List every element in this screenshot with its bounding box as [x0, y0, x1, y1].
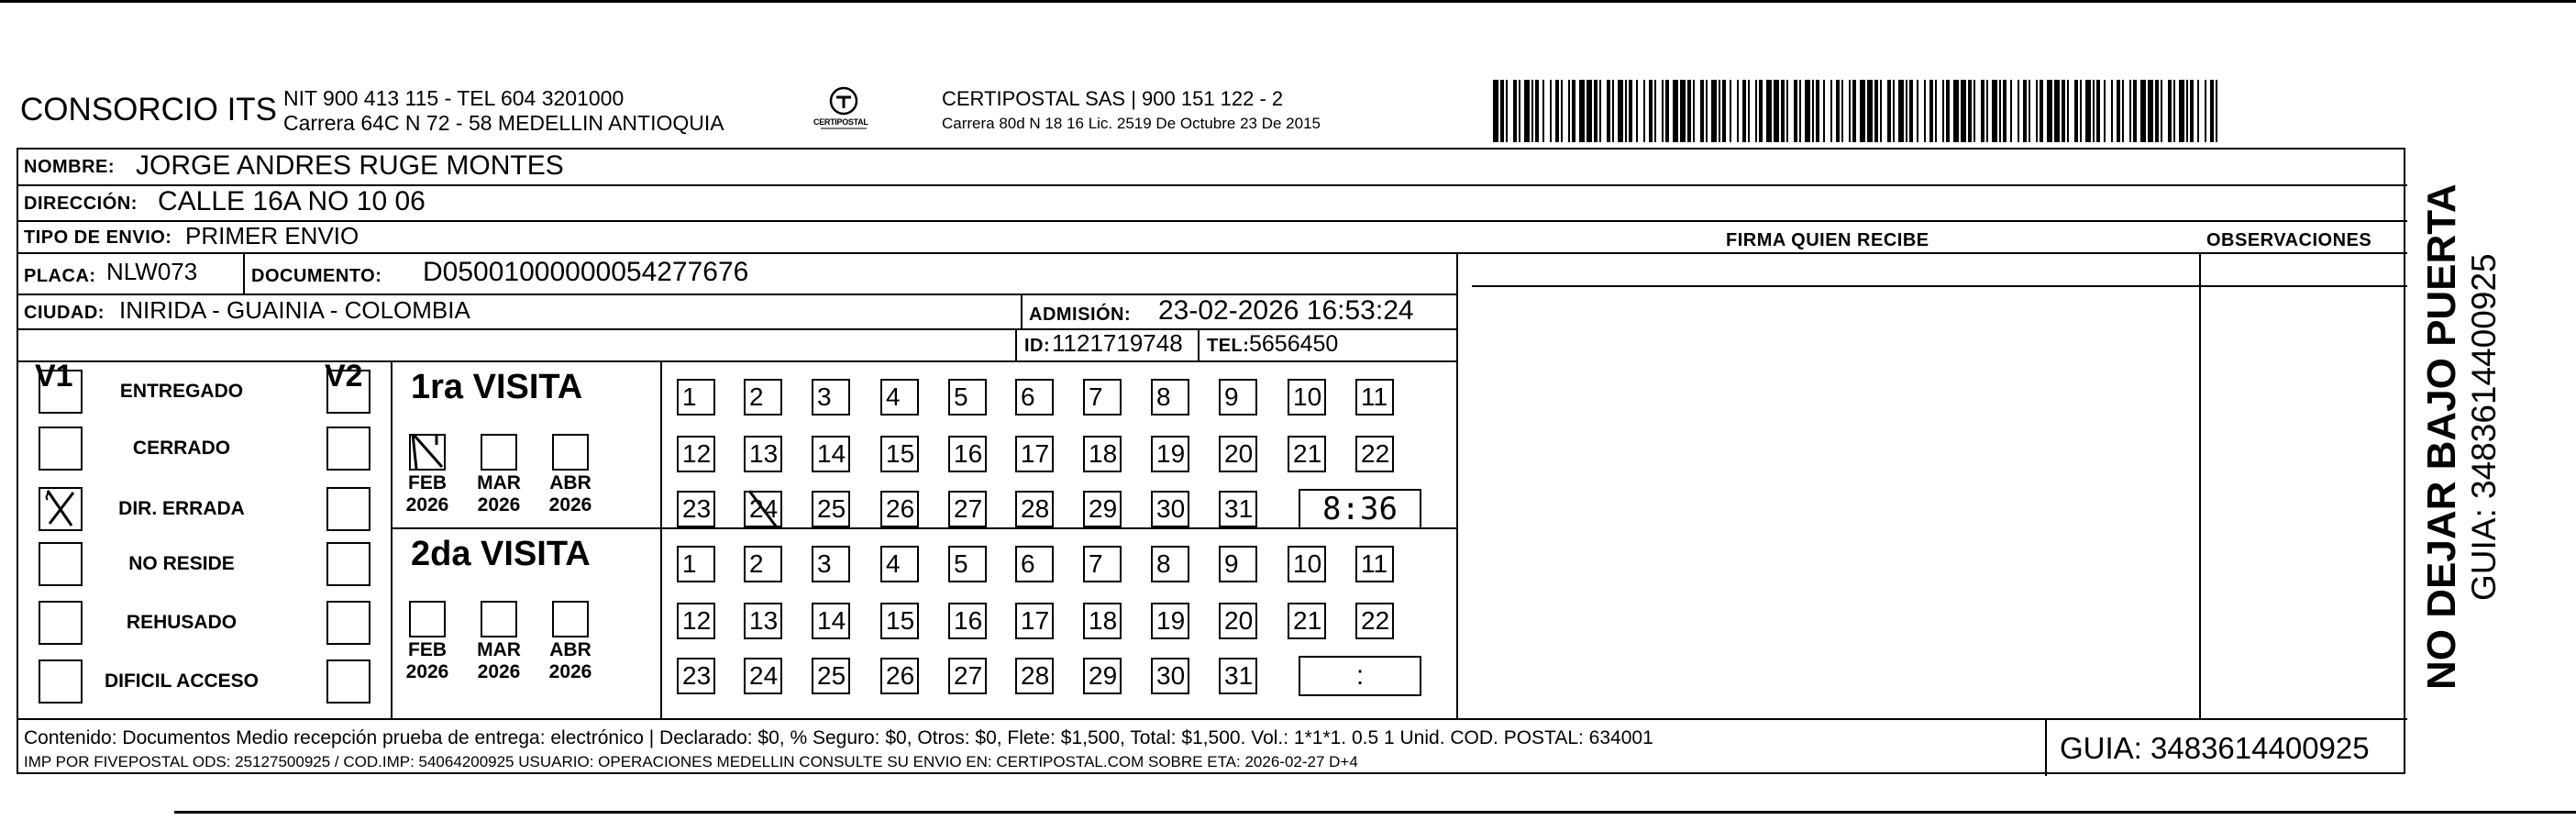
day-box[interactable]: 14 [812, 603, 850, 639]
barcode-bar [1867, 80, 1873, 142]
barcode-bar [1805, 80, 1810, 142]
day-box[interactable]: 21 [1288, 436, 1326, 472]
day-box[interactable]: 26 [880, 491, 919, 527]
day-box[interactable]: 13 [744, 436, 782, 472]
contents-line: Contenido: Documentos Medio recepción prueba de entrega: electrónico | Declarado: $0, % Seguro: $0, Otros: $0, Flete: $1,500, Total: $1,500. Vol.: 1*1*1. 0.5 1 Unid. COD. POSTAL: 634001 [24, 727, 1653, 748]
day-box[interactable]: 19 [1151, 436, 1189, 472]
month-year: 2026 [477, 661, 521, 682]
barcode-bar [1766, 80, 1772, 142]
day-box[interactable]: 30 [1151, 658, 1189, 694]
day-box[interactable]: 31 [1219, 491, 1257, 527]
barcode-bar [2080, 80, 2082, 142]
day-box[interactable]: 23 [677, 491, 715, 527]
barcode-bar [1636, 80, 1638, 142]
day-box[interactable]: 4 [880, 546, 919, 582]
barcode-bar [1722, 80, 1726, 142]
certi-line-1: CERTIPOSTAL SAS | 900 151 122 - 2 [942, 87, 1284, 110]
barcode-bar [1706, 80, 1708, 142]
day-box[interactable]: 11 [1355, 379, 1394, 416]
status-label: DIFICIL ACCESO [104, 670, 259, 692]
nombre-label: NOMBRE: [24, 157, 116, 177]
barcode-bar [2140, 80, 2146, 142]
barcode-bar [1786, 80, 1788, 142]
barcode-bar [1493, 80, 1498, 142]
id-value: 1121719748 [1052, 329, 1183, 357]
month-year: 2026 [548, 661, 592, 682]
barcode-bar [2104, 80, 2106, 142]
day-box[interactable]: 5 [948, 546, 987, 582]
day-box[interactable]: 6 [1015, 379, 1054, 416]
barcode-bar [1942, 80, 1944, 142]
visit-title: 2da VISITA [411, 535, 591, 573]
barcode-bar [1719, 80, 1720, 142]
barcode-bar [1981, 80, 1985, 142]
visit-title: 1ra VISITA [411, 368, 583, 406]
status-label: CERRADO [132, 438, 231, 459]
barcode-bar [1524, 80, 1530, 142]
day-box[interactable]: 4 [880, 379, 919, 416]
v2-checkbox[interactable] [326, 542, 370, 586]
company-name: CONSORCIO ITS [20, 92, 278, 127]
barcode-bar [1662, 80, 1664, 142]
barcode-bar [1755, 80, 1757, 142]
barcode-bar [1687, 80, 1691, 142]
imp-line: IMP POR FIVEPOSTAL ODS: 25127500925 / COD.IMP: 54064200925 USUARIO: OPERACIONES MEDELLIN CONSULTE SU ENVIO EN: CERTIPOSTAL.COM SOBRE ETA: 2026-02-27 D+4 [24, 753, 1358, 770]
month-label [470, 472, 528, 516]
day-box[interactable]: 2 [744, 379, 782, 416]
month-checkbox[interactable] [481, 434, 517, 471]
day-box[interactable]: 19 [1151, 603, 1189, 639]
barcode-bar [2173, 80, 2175, 142]
barcode-bar [2010, 80, 2012, 142]
side-guia: GUIA: 3483614400925 [2465, 253, 2503, 601]
barcode-bar [1654, 80, 1656, 142]
barcode-bar [2155, 80, 2159, 142]
barcode-bar [1513, 80, 1517, 142]
month-name: ABR [549, 472, 591, 493]
day-check-mark [744, 489, 784, 534]
admision-label: ADMISIÓN: [1029, 305, 1132, 325]
barcode-bar [1649, 80, 1653, 142]
footer-line [18, 718, 2407, 720]
month-checkbox[interactable] [552, 434, 589, 471]
barcode-bar [1924, 80, 1926, 142]
month-checkbox[interactable] [552, 601, 589, 637]
barcode-bar [1542, 80, 1544, 142]
day-box[interactable]: 8 [1151, 379, 1189, 416]
barcode-bar [1917, 80, 1918, 142]
month-label [398, 639, 457, 683]
barcode-bar [1812, 80, 1814, 142]
barcode-bar [1612, 80, 1614, 142]
barcode-bar [1665, 80, 1669, 142]
barcode-bar [2190, 80, 2194, 142]
day-box[interactable]: 13 [744, 603, 782, 639]
certipostal-info [942, 86, 1321, 136]
barcode-bar [1500, 80, 1504, 142]
barcode-bar [1748, 80, 1750, 142]
barcode-bar [1961, 80, 1966, 142]
day-box[interactable]: 20 [1219, 436, 1257, 472]
day-box[interactable]: 20 [1219, 603, 1257, 639]
observaciones-header: OBSERVACIONES [2206, 230, 2372, 250]
day-box[interactable]: 23 [677, 658, 715, 694]
day-box[interactable]: 22 [1355, 603, 1394, 639]
barcode-bar [2062, 80, 2065, 142]
barcode-bar [2179, 80, 2184, 142]
v2-checkbox[interactable] [326, 659, 370, 704]
status-label: ENTREGADO [119, 381, 244, 402]
day-box[interactable]: 10 [1288, 379, 1326, 416]
no-dejar-warning: NO DEJAR BAJO PUERTA [2419, 183, 2464, 690]
barcode-bar [1849, 80, 1851, 142]
day-box[interactable]: 12 [677, 436, 715, 472]
barcode-bar [1711, 80, 1717, 142]
barcode-bar [2161, 80, 2162, 142]
barcode-bar [1781, 80, 1785, 142]
barcode-bar [1680, 80, 1686, 142]
day-box[interactable]: 14 [812, 436, 850, 472]
time-field[interactable]: 8:36 [1299, 489, 1421, 529]
barcode-bar [1572, 80, 1575, 142]
day-box[interactable]: 11 [1355, 546, 1394, 582]
barcode-bar [2197, 80, 2199, 142]
month-name: MAR [477, 472, 521, 493]
barcode-bar [1700, 80, 1704, 142]
day-box[interactable]: 29 [1083, 658, 1122, 694]
logo-text: CERTIPOSTAL [813, 117, 868, 127]
col-line [391, 360, 392, 718]
day-box[interactable]: 16 [948, 603, 987, 639]
day-box[interactable]: 2 [744, 546, 782, 582]
month-checkbox[interactable] [409, 434, 446, 471]
day-box[interactable]: 10 [1288, 546, 1326, 582]
barcode-bar [2023, 80, 2027, 142]
day-box[interactable]: 15 [880, 603, 919, 639]
barcode-bar [1946, 80, 1950, 142]
barcode-bar [1737, 80, 1739, 142]
day-box[interactable]: 15 [880, 436, 919, 472]
day-box[interactable]: 18 [1083, 603, 1122, 639]
barcode-bar [1629, 80, 1632, 142]
day-box[interactable]: 17 [1015, 436, 1054, 472]
barcode-bar [1874, 80, 1878, 142]
barcode-bar [1893, 80, 1895, 142]
tel-value: 5656450 [1249, 331, 1339, 357]
barcode-bar [1759, 80, 1763, 142]
barcode-bar [2003, 80, 2007, 142]
month-year: 2026 [405, 661, 449, 682]
barcode-bar [1599, 80, 1601, 142]
barcode-bar [1643, 80, 1645, 142]
barcode-bar [1506, 80, 1508, 142]
col-line [1198, 328, 1200, 360]
day-box[interactable]: 7 [1083, 379, 1122, 416]
barcode-bar [2054, 80, 2060, 142]
month-year: 2026 [405, 494, 449, 515]
barcode-bar [1555, 80, 1559, 142]
col-line [660, 360, 662, 718]
barcode-bar [2036, 80, 2038, 142]
barcode-bar [1830, 80, 1832, 142]
day-box[interactable]: 25 [812, 491, 850, 527]
barcode-bar [2029, 80, 2030, 142]
barcode-bar [1816, 80, 1819, 142]
tipo-envio-label: TIPO DE ENVIO: [24, 227, 172, 248]
barcode-bar [1992, 80, 1997, 142]
day-box[interactable]: 1 [677, 546, 715, 582]
direccion-value: CALLE 16A NO 10 06 [158, 186, 426, 216]
barcode-bar [2117, 80, 2120, 142]
barcode-bar [1550, 80, 1552, 142]
day-box[interactable]: 7 [1083, 546, 1122, 582]
direccion-label: DIRECCIÓN: [24, 194, 138, 214]
day-box[interactable]: 28 [1015, 491, 1054, 527]
day-box[interactable]: 30 [1151, 491, 1189, 527]
row-line [18, 328, 1458, 330]
nit-line: NIT 900 413 115 - TEL 604 3201000 [283, 86, 625, 110]
barcode-bar [1742, 80, 1746, 142]
delivery-form [17, 148, 2405, 774]
month-label [541, 639, 600, 683]
ciudad-label: CIUDAD: [24, 303, 105, 323]
day-box[interactable]: 28 [1015, 658, 1054, 694]
v2-checkbox[interactable] [326, 487, 370, 531]
day-box[interactable]: 12 [677, 603, 715, 639]
status-label: DIR. ERRADA [118, 498, 245, 519]
barcode-bar [2040, 80, 2043, 142]
status-label: REHUSADO [126, 612, 238, 633]
col-line [1021, 294, 1023, 328]
barcode-bar [2133, 80, 2137, 142]
barcode-bar [1898, 80, 1904, 142]
barcode-bar [1880, 80, 1882, 142]
barcode-bar [1587, 80, 1592, 142]
barcode-bar [2111, 80, 2113, 142]
col-line [2045, 718, 2047, 776]
barcode-bar [1887, 80, 1891, 142]
placa-label: PLACA: [24, 266, 96, 286]
address-line: Carrera 64C N 72 - 58 MEDELLIN ANTIOQUIA [283, 111, 724, 135]
day-box[interactable]: 3 [812, 546, 850, 582]
day-box[interactable]: 25 [812, 658, 850, 694]
month-name: FEB [408, 639, 447, 660]
day-box[interactable]: 1 [677, 379, 715, 416]
barcode-bar [2216, 80, 2217, 142]
barcode-bar [1568, 80, 1570, 142]
barcode-bar [1823, 80, 1825, 142]
barcode-bar [1909, 80, 1913, 142]
barcode-bar [1852, 80, 1856, 142]
placa-value: NLW073 [106, 258, 198, 285]
day-box[interactable]: 27 [948, 658, 987, 694]
firma-header: FIRMA QUIEN RECIBE [1726, 230, 1929, 250]
day-box[interactable]: 21 [1288, 603, 1326, 639]
barcode-bar [1730, 80, 1731, 142]
barcode-bar [1625, 80, 1627, 142]
month-label [541, 472, 600, 516]
barcode-bar [2186, 80, 2188, 142]
barcode-bar [2122, 80, 2124, 142]
barcode-bar [1794, 80, 1797, 142]
barcode-bar [1774, 80, 1779, 142]
id-label: ID: [1024, 336, 1051, 356]
barcode-bar [1953, 80, 1959, 142]
v1-header: V1 [35, 359, 73, 393]
admision-value: 23-02-2026 16:53:24 [1158, 295, 1414, 326]
barcode-bar [2168, 80, 2172, 142]
certi-line-2: Carrera 80d N 18 16 Lic. 2519 De Octubre 23 De 2015 [942, 115, 1321, 132]
certipostal-logo [812, 84, 876, 139]
top-rule [0, 0, 2576, 3]
day-box[interactable]: 9 [1219, 379, 1257, 416]
barcode-bar [2093, 80, 2095, 142]
day-box[interactable]: 5 [948, 379, 987, 416]
barcode-bar [2148, 80, 2153, 142]
col-line [243, 252, 245, 294]
day-box[interactable]: 6 [1015, 546, 1054, 582]
month-checkbox[interactable] [481, 601, 517, 637]
barcode-bar [1841, 80, 1843, 142]
barcode-bar [1673, 80, 1678, 142]
barcode-bar [2047, 80, 2052, 142]
barcode-bar [1579, 80, 1585, 142]
barcode-bar [1693, 80, 1695, 142]
day-box[interactable]: 31 [1219, 658, 1257, 694]
tipo-envio-value: PRIMER ENVIO [185, 222, 359, 249]
day-box[interactable]: 24 [744, 491, 782, 527]
barcode-bar [1836, 80, 1840, 142]
barcode-bar [1519, 80, 1520, 142]
barcode-bar [1860, 80, 1865, 142]
month-label [470, 639, 528, 683]
month-checkbox[interactable] [409, 601, 446, 637]
barcode-bar [1607, 80, 1610, 142]
day-box[interactable]: 9 [1219, 546, 1257, 582]
barcode-bar [2210, 80, 2214, 142]
day-box[interactable]: 3 [812, 379, 850, 416]
col-line [1015, 328, 1017, 360]
barcode-bar [2067, 80, 2069, 142]
barcode-bar [1561, 80, 1563, 142]
v2-checkbox[interactable] [326, 427, 370, 471]
month-year: 2026 [477, 494, 521, 515]
time-field[interactable]: : [1299, 656, 1421, 696]
v2-header: V2 [325, 359, 363, 393]
col-line [2199, 252, 2201, 718]
month-label [398, 472, 457, 516]
col-line [1456, 252, 1458, 718]
month-name: ABR [549, 639, 591, 660]
row-line [18, 252, 2407, 254]
company-info [283, 86, 724, 136]
row-line [1472, 285, 2407, 287]
day-box[interactable]: 27 [948, 491, 987, 527]
documento-label: DOCUMENTO: [251, 266, 382, 286]
barcode-bar [1906, 80, 1907, 142]
barcode-bar [1968, 80, 1972, 142]
day-box[interactable]: 8 [1151, 546, 1189, 582]
row-line [18, 360, 1458, 362]
barcode-bar [2096, 80, 2100, 142]
day-box[interactable]: 16 [948, 436, 987, 472]
barcode-bar [1929, 80, 1933, 142]
month-name: MAR [477, 639, 521, 660]
status-label: NO RESIDE [128, 553, 235, 574]
tel-label: TEL: [1207, 336, 1250, 356]
day-box[interactable]: 17 [1015, 603, 1054, 639]
documento-value: D05001000000054277676 [423, 257, 749, 287]
barcode-bar [2018, 80, 2019, 142]
day-box[interactable]: 24 [744, 658, 782, 694]
day-box[interactable]: 29 [1083, 491, 1122, 527]
month-year: 2026 [548, 494, 592, 515]
barcode-bar [2129, 80, 2131, 142]
barcode-bar [1594, 80, 1598, 142]
barcode-bar [1935, 80, 1937, 142]
barcode-bar [1799, 80, 1801, 142]
barcode-bar [1618, 80, 1623, 142]
guia-number: GUIA: 3483614400925 [2060, 731, 2370, 765]
barcode-bar [1531, 80, 1533, 142]
shipment-barcode [1493, 80, 2223, 142]
barcode-bar [1535, 80, 1539, 142]
nombre-value: JORGE ANDRES RUGE MONTES [136, 150, 564, 181]
row-line [18, 220, 2407, 222]
bottom-rule [174, 811, 2576, 814]
day-box[interactable]: 18 [1083, 436, 1122, 472]
month-name: FEB [408, 472, 447, 493]
barcode-bar [2085, 80, 2091, 142]
barcode-bar [1986, 80, 1988, 142]
ciudad-value: INIRIDA - GUAINIA - COLOMBIA [119, 296, 470, 324]
barcode-bar [2205, 80, 2206, 142]
barcode-bar [1973, 80, 1975, 142]
day-box[interactable]: 26 [880, 658, 919, 694]
v2-checkbox[interactable] [326, 370, 370, 414]
day-box[interactable]: 22 [1355, 436, 1394, 472]
v2-checkbox[interactable] [326, 601, 370, 645]
barcode-bar [1999, 80, 2001, 142]
barcode-bar [2074, 80, 2078, 142]
